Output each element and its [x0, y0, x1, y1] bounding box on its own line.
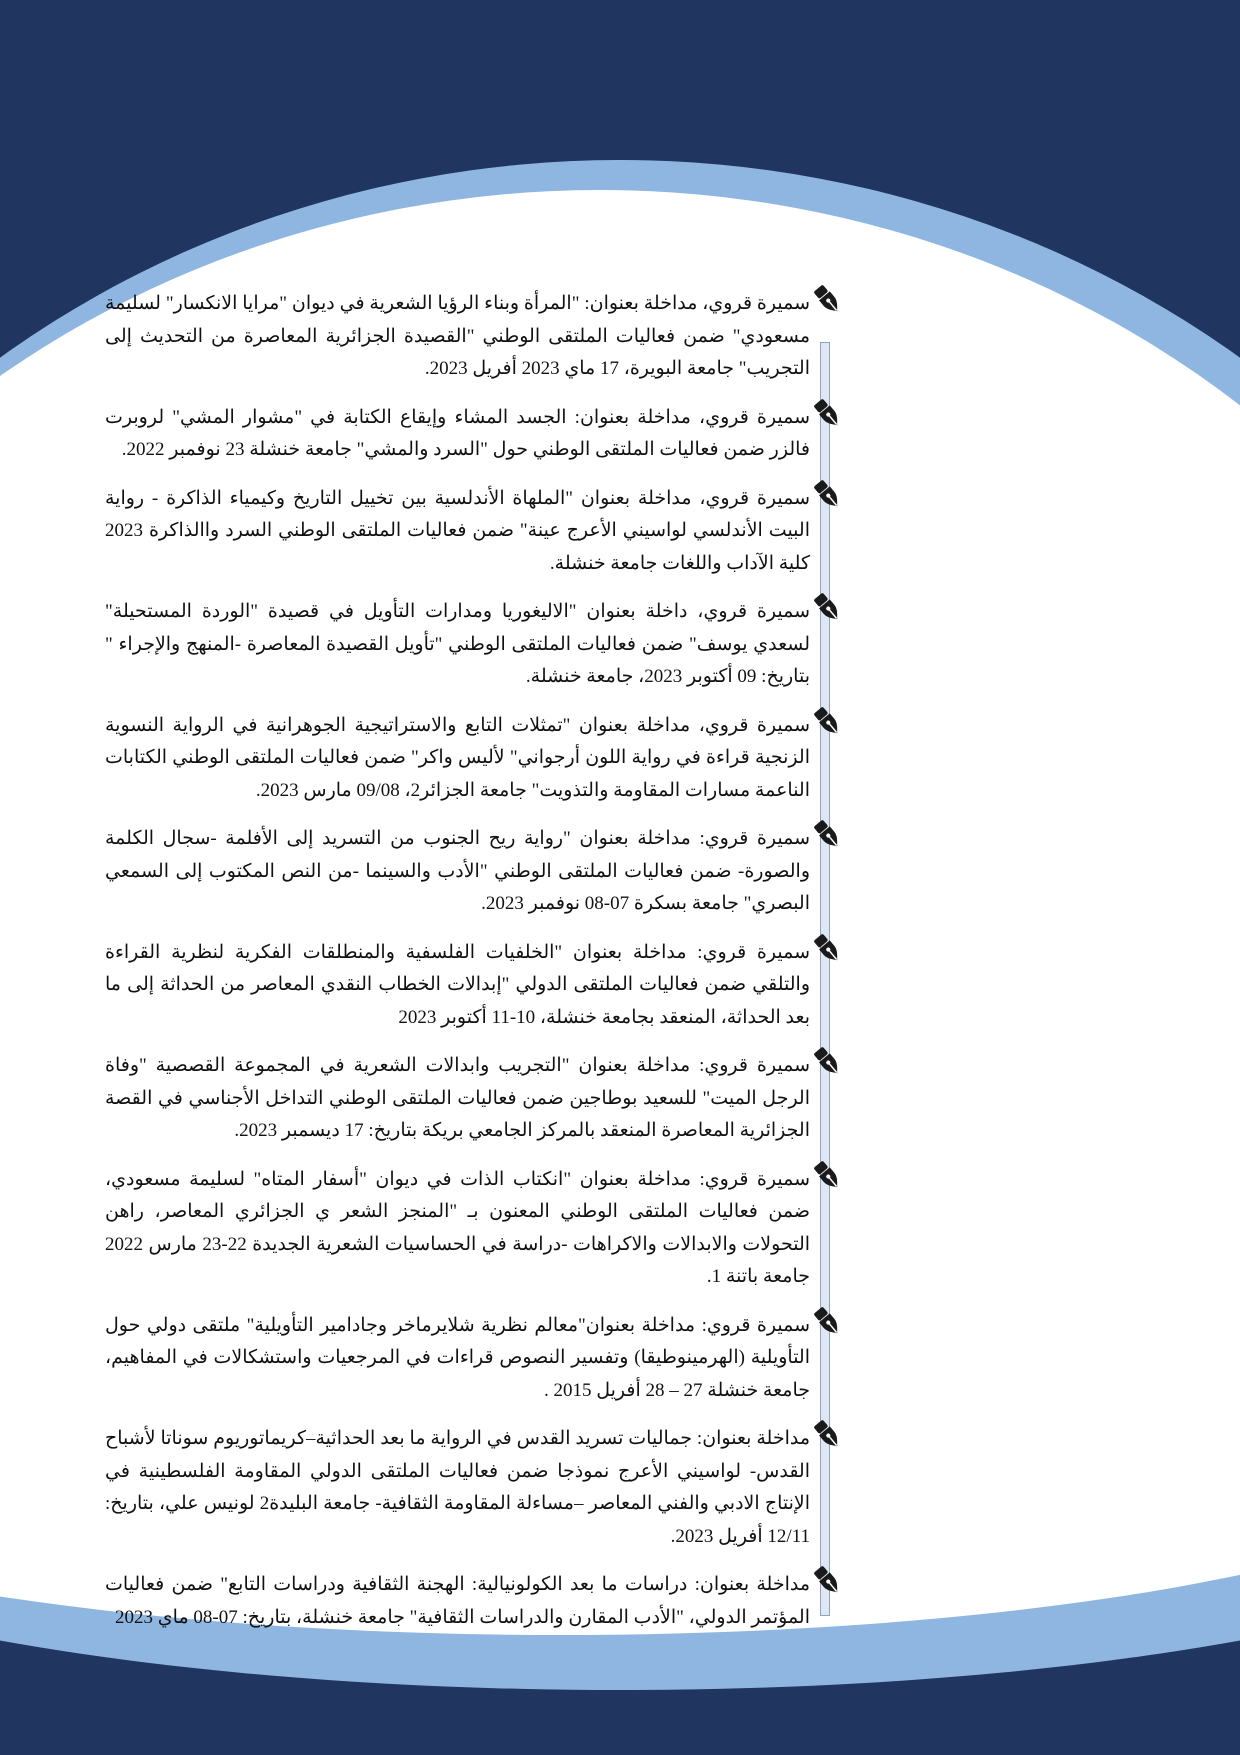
entry-text: سميرة قروي: مداخلة بعنوان "التجريب وابدالات الشعرية في المجموعة القصصية "وفاة الرجل الميت" للسعيد بوطاجين ضمن فعاليات الملتقى الوطني التداخل الأجناسي في القصة الجزائرية المعاصرة المنعقد بالمركز الجامعي بريكة بتاريخ: 17 ديسمبر 2023.: [105, 1055, 810, 1141]
pen-nib-icon: [810, 1563, 844, 1597]
list-item: [105, 937, 810, 1035]
list-item: [105, 710, 810, 808]
pen-nib-icon: [810, 477, 844, 511]
list-item: [105, 1423, 810, 1553]
list-item: [105, 288, 810, 386]
list-item: [105, 1050, 810, 1148]
entry-text: سميرة قروي: مداخلة بعنوان"معالم نظرية شلايرماخر وجادامير التأويلية" ملتقى دولي حول التأويلية (الهرمينوطيقا) وتفسير النصوص قراءات في المرجعيات واستشكالات في المفاهيم، جامعة خنشلة 27 – 28 أفريل 2015 .: [105, 1314, 810, 1401]
list-item: [105, 1310, 810, 1408]
pen-nib-icon: [810, 817, 844, 851]
pen-nib-icon: [810, 590, 844, 624]
pen-nib-icon: [810, 396, 844, 430]
entry-text: سميرة قروي: مداخلة بعنوان "انكتاب الذات في ديوان "أسفار المتاه" لسليمة مسعودي، ضمن فعاليات الملتقى الوطني المعنون بـ "المنجز الشعر ي الجزائري المعاصر، راهن التحولات والابدالات والاكراهات -دراسة في الحساسيات الشعرية الجديدة 22-23 مارس 2022 جامعة باتنة 1.: [105, 1168, 811, 1287]
pen-nib-icon: [810, 931, 844, 965]
conference-list: [105, 288, 810, 1650]
pen-nib-icon: [810, 1044, 844, 1078]
entry-text: سميرة قروي، مداخلة بعنوان "الملهاة الأندلسية بين تخييل التاريخ وكيمياء الذاكرة - رواية البيت الأندلسي لواسيني الأعرج عينة" ضمن فعاليات الملتقى الوطني السرد واالذاكرة 2023 كلية الآداب واللغات جامعة خنشلة.: [105, 487, 810, 574]
entry-text: مداخلة بعنوان: دراسات ما بعد الكولونيالية: الهجنة الثقافية ودراسات التابع" ضمن فعاليات المؤتمر الدولي، "الأدب المقارن والدراسات الثقافية" جامعة خنشلة، بتاريخ: 07-08 ماي 2023: [105, 1574, 810, 1628]
pen-nib-icon: [810, 1158, 844, 1192]
pen-nib-icon: [810, 1417, 844, 1451]
list-item: [105, 1164, 810, 1294]
pen-nib-icon: [810, 1304, 844, 1338]
entry-text: سميرة قروي، مداخلة بعنوان: الجسد المشاء وإيقاع الكتابة في "مشوار المشي" لروبرت فالزر ضمن فعاليات الملتقى الوطني حول "السرد والمشي" جامعة خنشلة 23 نوفمبر 2022.: [105, 406, 810, 460]
list-item: [105, 483, 810, 581]
entry-text: سميرة قروي، مداخلة بعنوان "تمثلات التابع والاستراتيجية الجوهرانية في الرواية النسوية الزنجية قراءة في رواية اللون أرجواني" لأليس واكر" ضمن فعاليات الملتقى الوطني الكتابات الناعمة مسارات المقاومة والتذويت" جامعة الجزائر2، 09/08 مارس 2023.: [105, 714, 810, 801]
pen-nib-icon: [810, 282, 844, 316]
list-item: [105, 1569, 810, 1634]
entry-text: سميرة قروي، مداخلة بعنوان: "المرأة وبناء الرؤيا الشعرية في ديوان "مرايا الانكسار" لسليمة مسعودي" ضمن فعاليات الملتقى الوطني "القصيدة الجزائرية المعاصرة من التحديث إلى التجريب" جامعة البويرة، 17 ماي 2023 أفريل 2023.: [105, 293, 810, 379]
entry-text: سميرة قروي، داخلة بعنوان "الاليغوريا ومدارات التأويل في قصيدة "الوردة المستحيلة" لسعدي يوسف" ضمن فعاليات الملتقى الوطني "تأويل القصيدة المعاصرة -المنهج والإجراء " بتاريخ: 09 أكتوبر 2023، جامعة خنشلة.: [105, 601, 810, 687]
entry-text: سميرة قروي: مداخلة بعنوان "الخلفيات الفلسفية والمنطلقات الفكرية لنظرية القراءة والتلقي ضمن فعاليات الملتقى الدولي "إبدالات الخطاب النقدي المعاصر من الحداثة إلى ما بعد الحداثة، المنعقد بجامعة خنشلة، 10-11 أكتوبر 2023: [105, 941, 810, 1028]
list-item: [105, 402, 810, 467]
list-item: [105, 823, 810, 921]
entry-text: مداخلة بعنوان: جماليات تسريد القدس في الرواية ما بعد الحداثية–كريماتوريوم سوناتا لأشباح القدس- لواسيني الأعرج نموذجا ضمن فعاليات الملتقى الدولي المقاومة الفلسطينية في الإنتاج الادبي والفني المعاصر –مساءلة المقاومة الثقافية- جامعة البليدة2 لونيس علي، بتاريخ: 12/11 أفريل 2023.: [105, 1428, 811, 1547]
list-item: [105, 596, 810, 694]
entry-text: سميرة قروي: مداخلة بعنوان "رواية ريح الجنوب من التسريد إلى الأفلمة -سجال الكلمة والصورة- ضمن فعاليات الملتقى الوطني "الأدب والسينما -من النص المكتوب إلى السمعي البصري" جامعة بسكرة 07-08 نوفمبر 2023.: [105, 828, 810, 914]
pen-nib-icon: [810, 704, 844, 738]
